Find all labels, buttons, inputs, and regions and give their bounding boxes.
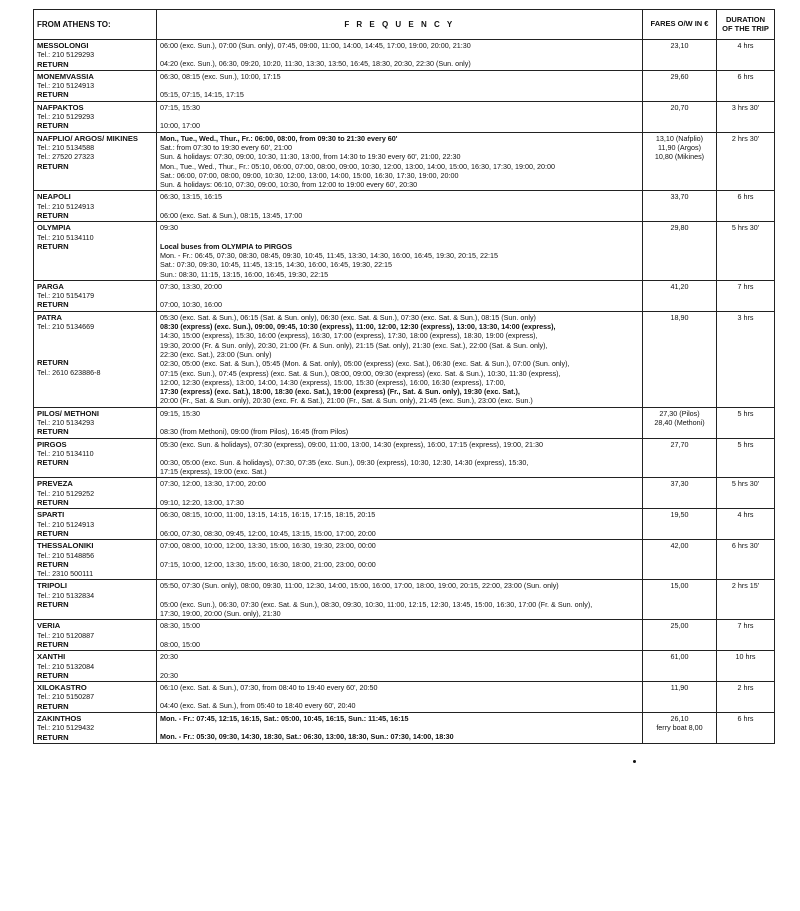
fare: 42,00 bbox=[643, 540, 717, 580]
duration: 5 hrs 30' bbox=[717, 478, 775, 509]
return-times: 00:30, 05:00 (exc. Sun. & holidays), 07:30, 07:35 (exc. Sun.), 09:30 (express), 10:30, 12:30, 14:30 (express), 15:30, bbox=[160, 457, 529, 467]
duration: 7 hrs bbox=[717, 620, 775, 651]
outbound-times: 06:30, 08:15, 10:00, 11:00, 13:15, 14:15, 16:15, 17:15, 18:15, 20:15 bbox=[160, 510, 376, 520]
duration: 7 hrs bbox=[717, 280, 775, 311]
table-row bbox=[34, 682, 775, 713]
duration: 2 hrs 30' bbox=[717, 132, 775, 191]
destination-name: TRIPOLI bbox=[37, 581, 67, 591]
frequency-cell bbox=[157, 191, 643, 222]
frequency-cell bbox=[157, 651, 643, 682]
fare: 20,70 bbox=[643, 101, 717, 132]
outbound-times-sat: Sat.: from 07:30 to 19:30 every 60', 21:00 bbox=[160, 142, 293, 152]
frequency-cell bbox=[157, 222, 643, 280]
fare: 11,90 bbox=[643, 682, 717, 713]
phone: Tel.: 210 5134588 bbox=[37, 142, 95, 152]
frequency-cell bbox=[157, 311, 643, 407]
duration: 3 hrs 30' bbox=[717, 101, 775, 132]
phone: Tel.: 210 5134110 bbox=[37, 232, 94, 242]
return-times: 10:00, 17:00 bbox=[160, 121, 200, 131]
schedule-line: 12:00, 12:30 (express), 13:00, 14:00, 14:30 (express), 15:00, 15:30 (express), 16:00, 16:30 (express), 17:00, bbox=[160, 377, 506, 387]
outbound-times: 07:00, 08:00, 10:00, 12:00, 13:30, 15:00, 16:30, 19:30, 23:00, 00:00 bbox=[160, 541, 376, 551]
duration: 4 hrs bbox=[717, 40, 775, 71]
phone: Tel.: 210 5129293 bbox=[37, 112, 95, 122]
destination-cell bbox=[34, 620, 157, 651]
return-times: 05:15, 07:15, 14:15, 17:15 bbox=[160, 90, 244, 100]
frequency-cell bbox=[157, 682, 643, 713]
return-times-2: 17:15 (express), 19:00 (exc. Sat.) bbox=[160, 467, 267, 477]
fare: 27,70 bbox=[643, 438, 717, 478]
return-label: RETURN bbox=[37, 121, 69, 131]
table-row bbox=[34, 438, 775, 478]
return-label: RETURN bbox=[37, 559, 69, 569]
phone: Tel.: 210 5148856 bbox=[37, 550, 95, 560]
duration: 10 hrs bbox=[717, 651, 775, 682]
schedule-line: 14:30, 15:00 (express), 15:30, 16:00 (express), 16:30, 17:00 (express), 17:30, 18:00 (express), 18:30, 19:00 (express), bbox=[160, 331, 538, 341]
duration: 3 hrs bbox=[717, 311, 775, 407]
return-label: RETURN bbox=[37, 161, 69, 171]
schedule-line: 17:30 (express) (exc. Sat.), 18:00, 18:30 (exc. Sat.), 19:00 (express) (Fr., Sat. & Sun. only), 19:30 (exc. Sat.), bbox=[160, 387, 520, 397]
phone-2: Tel.: 2310 500111 bbox=[37, 569, 94, 579]
destination-cell bbox=[34, 311, 157, 407]
table-row bbox=[34, 713, 775, 744]
destination-cell bbox=[34, 132, 157, 191]
return-times: 07:00, 10:30, 16:00 bbox=[160, 300, 222, 310]
return-times-weekday: Mon. - Fr.: 06:45, 07:30, 08:30, 08:45, 09:30, 10:45, 11:45, 13:30, 14:30, 16:00, 16:45, 19:30, 20:15, 22:15 bbox=[160, 250, 498, 260]
duration: 2 hrs 15' bbox=[717, 580, 775, 620]
return-times: 04:40 (exc. Sat. & Sun.), from 05:40 to 18:40 every 60', 20:40 bbox=[160, 701, 356, 711]
return-label: RETURN bbox=[37, 90, 69, 100]
duration: 5 hrs 30' bbox=[717, 222, 775, 280]
phone: Tel.: 210 5129252 bbox=[37, 488, 95, 498]
phone: Tel.: 210 5132834 bbox=[37, 590, 95, 600]
timetable bbox=[33, 9, 775, 744]
phone: Tel.: 210 5120887 bbox=[37, 630, 95, 640]
destination-cell bbox=[34, 191, 157, 222]
return-times-2: 17:30, 19:00, 20:00 (Sun. only), 21:30 bbox=[160, 609, 281, 619]
destination-cell bbox=[34, 509, 157, 540]
destination-name: SPARTI bbox=[37, 510, 65, 520]
fare: 41,20 bbox=[643, 280, 717, 311]
outbound-times-sun: Sun. & holidays: 07:30, 09:00, 10:30, 11:30, 13:00, from 14:30 to 19:30 every 60', 21:00, 22:30 bbox=[160, 152, 461, 162]
frequency-cell bbox=[157, 713, 643, 744]
table-row bbox=[34, 70, 775, 101]
fare-cell bbox=[643, 132, 717, 191]
table-row bbox=[34, 132, 775, 191]
schedule-line: 19:30, 20:00 (Fr. & Sun. only), 20:30, 21:00 (Fr. & Sun. only), 21:15 (Sat. only), 21:30 (exc. Sat.), 22:00 (Sat. & Sun. only), bbox=[160, 340, 548, 350]
destination-cell bbox=[34, 407, 157, 438]
return-label: RETURN bbox=[37, 241, 69, 251]
destination-cell bbox=[34, 682, 157, 713]
frequency-cell bbox=[157, 509, 643, 540]
phone: Tel.: 210 5134293 bbox=[37, 417, 95, 427]
fare: 37,30 bbox=[643, 478, 717, 509]
destination-name: PARGA bbox=[37, 281, 64, 291]
destination-name: NEAPOLI bbox=[37, 192, 71, 202]
return-times: Mon. - Fr.: 05:30, 09:30, 14:30, 18:30, Sat.: 06:30, 13:00, 18:30, Sun.: 07:30, 14:00, 18:30 bbox=[160, 732, 454, 742]
frequency-cell bbox=[157, 620, 643, 651]
duration: 6 hrs bbox=[717, 713, 775, 744]
return-label: RETURN bbox=[37, 701, 69, 711]
phone: Tel.: 210 5129432 bbox=[37, 723, 95, 733]
return-times: 20:30 bbox=[160, 670, 178, 680]
header-from: FROM ATHENS TO: bbox=[34, 10, 157, 40]
frequency-cell bbox=[157, 40, 643, 71]
return-times: 08:30 (from Methoni), 09:00 (from Pilos), 16:45 (from Pilos) bbox=[160, 426, 349, 436]
fare-ferry: ferry boat 8,00 bbox=[656, 723, 703, 733]
return-times: 08:00, 15:00 bbox=[160, 639, 200, 649]
destination-cell bbox=[34, 651, 157, 682]
fare: 61,00 bbox=[643, 651, 717, 682]
phone: Tel.: 210 5134669 bbox=[37, 322, 95, 332]
phone: Tel.: 210 5154179 bbox=[37, 291, 95, 301]
header-fares: FARES O/W IN € bbox=[643, 10, 717, 40]
destination-cell bbox=[34, 70, 157, 101]
return-times-sat: Sat.: 06:00, 07:00, 08:00, 09:00, 10:30, 12:00, 13:00, 14:00, 15:00, 16:30, 17:30, 19:00, 20:00 bbox=[160, 170, 459, 180]
phone: Tel.: 210 5134110 bbox=[37, 448, 94, 458]
frequency-cell bbox=[157, 407, 643, 438]
fare: 15,00 bbox=[643, 580, 717, 620]
return-label: RETURN bbox=[37, 59, 69, 69]
return-times: 09:10, 12:20, 13:00, 17:30 bbox=[160, 497, 244, 507]
destination-name: MONEMVASSIA bbox=[37, 71, 94, 81]
phone-2: Tel.: 27520 27323 bbox=[37, 152, 95, 162]
destination-cell bbox=[34, 222, 157, 280]
dot-mark bbox=[633, 760, 636, 763]
destination-cell bbox=[34, 713, 157, 744]
phone: Tel.: 210 5124913 bbox=[37, 519, 95, 529]
destination-name: XILOKASTRO bbox=[37, 683, 87, 693]
header-duration: DURATION OF THE TRIP bbox=[717, 10, 775, 40]
outbound-times: 07:15, 15:30 bbox=[160, 102, 200, 112]
table-row bbox=[34, 651, 775, 682]
outbound-times: 06:00 (exc. Sun.), 07:00 (Sun. only), 07:45, 09:00, 11:00, 14:00, 14:45, 17:00, 19:00, 20:00, 21:30 bbox=[160, 41, 471, 50]
duration: 5 hrs bbox=[717, 407, 775, 438]
return-times-weekday: Mon., Tue., Wed., Thur., Fr.: 05:10, 06:00, 07:00, 08:00, 09:00, 10:30, 12:00, 13:00, 14:00, 15:00, 16:30, 17:30, 19:00, 20:00 bbox=[160, 161, 555, 171]
phone: Tel.: 210 5124913 bbox=[37, 81, 95, 91]
outbound-times: Mon. - Fr.: 07:45, 12:15, 16:15, Sat.: 05:00, 10:45, 16:15, Sun.: 11:45, 16:15 bbox=[160, 714, 409, 723]
schedule-line: 07:15 (exc. Sun.), 07:45 (express) (exc. Sat. & Sun.), 08:00, 09:00, 09:30 (express) (exc. Sat. & Sun.), 10:30, 11:30 (express), bbox=[160, 368, 561, 378]
frequency-cell bbox=[157, 101, 643, 132]
destination-cell bbox=[34, 580, 157, 620]
phone: Tel.: 210 5124913 bbox=[37, 201, 95, 211]
outbound-times: 07:30, 12:00, 13:30, 17:00, 20:00 bbox=[160, 479, 266, 489]
return-label: RETURN bbox=[37, 732, 69, 742]
table-row bbox=[34, 478, 775, 509]
destination-name: NAFPLIO/ ARGOS/ MIKINES bbox=[37, 133, 138, 143]
outbound-times-weekday: Mon., Tue., Wed., Thur., Fr.: 06:00, 08:00, from 09:30 to 21:30 every 60' bbox=[160, 133, 398, 143]
fare-bus: 26,10 bbox=[670, 714, 689, 723]
phone: Tel.: 210 5129293 bbox=[37, 50, 95, 60]
local-buses-note: Local buses from OLYMPIA to PIRGOS bbox=[160, 241, 293, 251]
table-row bbox=[34, 280, 775, 311]
return-times: 07:15, 10:00, 12:00, 13:30, 15:00, 16:30, 18:00, 21:00, 23:00, 00:00 bbox=[160, 559, 376, 569]
outbound-times: 08:30, 15:00 bbox=[160, 621, 200, 631]
frequency-cell bbox=[157, 478, 643, 509]
phone: Tel.: 210 5132084 bbox=[37, 661, 95, 671]
return-times: 04:20 (exc. Sun.), 06:30, 09:20, 10:20, 11:30, 13:30, 13:50, 16:45, 18:30, 20:30, 22:30 (Sun. only) bbox=[160, 59, 471, 69]
table-row bbox=[34, 620, 775, 651]
fare-cell bbox=[643, 713, 717, 744]
fare-nafplio: 13,10 (Nafplio) bbox=[655, 133, 704, 143]
return-times: 06:00 (exc. Sat. & Sun.), 08:15, 13:45, 17:00 bbox=[160, 210, 303, 220]
phone-2: Tel.: 2610 623886-8 bbox=[37, 367, 101, 377]
frequency-cell bbox=[157, 70, 643, 101]
destination-name: PREVEZA bbox=[37, 479, 73, 489]
return-times-sat: Sat.: 07:30, 09:30, 10:45, 11:45, 13:15, 14:30, 16:00, 16:45, 19:30, 22:15 bbox=[160, 260, 393, 270]
fare: 19,50 bbox=[643, 509, 717, 540]
duration: 6 hrs 30' bbox=[717, 540, 775, 580]
destination-name: PATRA bbox=[37, 312, 63, 322]
fare: 25,00 bbox=[643, 620, 717, 651]
destination-name: ZAKINTHOS bbox=[37, 714, 82, 723]
table-row bbox=[34, 311, 775, 407]
return-label: RETURN bbox=[37, 427, 69, 437]
return-label: RETURN bbox=[37, 528, 69, 538]
destination-cell bbox=[34, 40, 157, 71]
destination-name: PIRGOS bbox=[37, 439, 67, 449]
outbound-times: 05:30 (exc. Sun. & holidays), 07:30 (express), 09:00, 11:00, 13:00, 14:30 (express), 16:00, 17:15 (express), 19:00, 21:30 bbox=[160, 439, 544, 449]
outbound-times: 06:30, 08:15 (exc. Sun.), 10:00, 17:15 bbox=[160, 71, 281, 81]
outbound-times: 09:15, 15:30 bbox=[160, 408, 200, 418]
destination-cell bbox=[34, 478, 157, 509]
return-label: RETURN bbox=[37, 670, 69, 680]
table-row bbox=[34, 509, 775, 540]
return-times: 05:00 (exc. Sun.), 06:30, 07:30 (exc. Sat. & Sun.), 08:30, 09:30, 10:30, 11:00, 12:15, 12:30, 13:45, 15:00, 16:30, 17:00 (Fr. & Sun. only), bbox=[160, 599, 593, 609]
schedule-line: 02:30, 05:00 (exc. Sat. & Sun.), 05:45 (Mon. & Sat. only), 05:00 (express) (exc. Sat.), 06:30 (exc. Sat. & Sun.), 07:00 (Sun. only), bbox=[160, 359, 570, 369]
destination-name: VERIA bbox=[37, 621, 61, 631]
outbound-times: 20:30 bbox=[160, 652, 178, 662]
schedule-line: 20:00 (Fr., Sat. & Sun. only), 20:30 (exc. Fr. & Sat.), 21:00 (Fr., Sat. & Sun. only), 21:45 (exc. Sun.), 23:00 (exc. Sun.) bbox=[160, 396, 533, 406]
destination-cell bbox=[34, 540, 157, 580]
return-times: 06:00, 07:30, 08:30, 09:45, 12:00, 10:45, 13:15, 15:00, 17:00, 20:00 bbox=[160, 528, 376, 538]
frequency-cell bbox=[157, 438, 643, 478]
destination-name: OLYMPIA bbox=[37, 223, 71, 233]
schedule-line: 08:30 (express) (exc. Sun.), 09:00, 09:45, 10:30 (express), 11:00, 12:00, 12:30 (express), 13:00, 13:30, 14:00 (express), bbox=[160, 322, 556, 332]
return-label: RETURN bbox=[37, 639, 69, 649]
outbound-times: 06:30, 13:15, 16:15 bbox=[160, 192, 222, 202]
fare-cell bbox=[643, 407, 717, 438]
fare-pilos: 27,30 (Pilos) bbox=[659, 408, 700, 418]
outbound-times: 06:10 (exc. Sat. & Sun.), 07:30, from 08:40 to 19:40 every 60', 20:50 bbox=[160, 683, 378, 693]
return-times-sun: Sun. & holidays: 06:10, 07:30, 09:00, 10:30, from 12:00 to 19:00 every 60', 20:30 bbox=[160, 180, 418, 190]
fare: 29,80 bbox=[643, 222, 717, 280]
frequency-cell bbox=[157, 280, 643, 311]
fare: 29,60 bbox=[643, 70, 717, 101]
destination-name: MESSOLONGI bbox=[37, 41, 89, 50]
fare: 23,10 bbox=[643, 40, 717, 71]
outbound-times: 05:50, 07:30 (Sun. only), 08:00, 09:30, 11:00, 12:30, 14:00, 15:00, 16:00, 17:00, 18:00, 19:00, 20:15, 22:00, 23:00 (Sun. only) bbox=[160, 581, 559, 591]
frequency-cell bbox=[157, 580, 643, 620]
return-label: RETURN bbox=[37, 458, 69, 468]
fare: 33,70 bbox=[643, 191, 717, 222]
fare-argos: 11,90 (Argos) bbox=[657, 142, 701, 152]
frequency-cell bbox=[157, 132, 643, 191]
return-times-sun: Sun.: 08:30, 11:15, 13:15, 16:00, 16:45, 19:30, 22:15 bbox=[160, 269, 329, 279]
phone: Tel.: 210 5150287 bbox=[37, 692, 95, 702]
destination-cell bbox=[34, 280, 157, 311]
header-row bbox=[34, 10, 775, 40]
table-row bbox=[34, 222, 775, 280]
table-row bbox=[34, 580, 775, 620]
destination-name: PILOS/ METHONI bbox=[37, 408, 100, 418]
table-row bbox=[34, 191, 775, 222]
table-row bbox=[34, 101, 775, 132]
table-row bbox=[34, 540, 775, 580]
duration: 5 hrs bbox=[717, 438, 775, 478]
destination-name: NAFPAKTOS bbox=[37, 102, 84, 112]
destination-cell bbox=[34, 438, 157, 478]
return-label: RETURN bbox=[37, 600, 69, 610]
duration: 6 hrs bbox=[717, 191, 775, 222]
duration: 4 hrs bbox=[717, 509, 775, 540]
table-row bbox=[34, 407, 775, 438]
outbound-times: 07:30, 13:30, 20:00 bbox=[160, 281, 222, 291]
return-label: RETURN bbox=[37, 211, 69, 221]
fare-mikines: 10,80 (Mikines) bbox=[654, 152, 705, 162]
destination-name: THESSALONIKI bbox=[37, 541, 94, 551]
return-label: RETURN bbox=[37, 498, 69, 508]
destination-name: XANTHI bbox=[37, 652, 66, 662]
frequency-cell bbox=[157, 540, 643, 580]
return-label: RETURN bbox=[37, 358, 69, 368]
fare: 18,90 bbox=[643, 311, 717, 407]
fare-methoni: 28,40 (Methoni) bbox=[654, 417, 705, 427]
return-label: RETURN bbox=[37, 300, 69, 310]
outbound-times: 09:30 bbox=[160, 223, 178, 233]
duration: 2 hrs bbox=[717, 682, 775, 713]
schedule-line: 22:30 (exc. Sat.), 23:00 (Sun. only) bbox=[160, 349, 272, 359]
header-frequency: F R E Q U E N C Y bbox=[157, 10, 643, 40]
duration: 6 hrs bbox=[717, 70, 775, 101]
destination-cell bbox=[34, 101, 157, 132]
schedule-line: 05:30 (exc. Sat. & Sun.), 06:15 (Sat. & Sun. only), 06:30 (exc. Sat. & Sun.), 07:30 (exc. Sat. & Sun.), 08:15 (Sun. only) bbox=[160, 312, 536, 322]
table-row bbox=[34, 40, 775, 71]
